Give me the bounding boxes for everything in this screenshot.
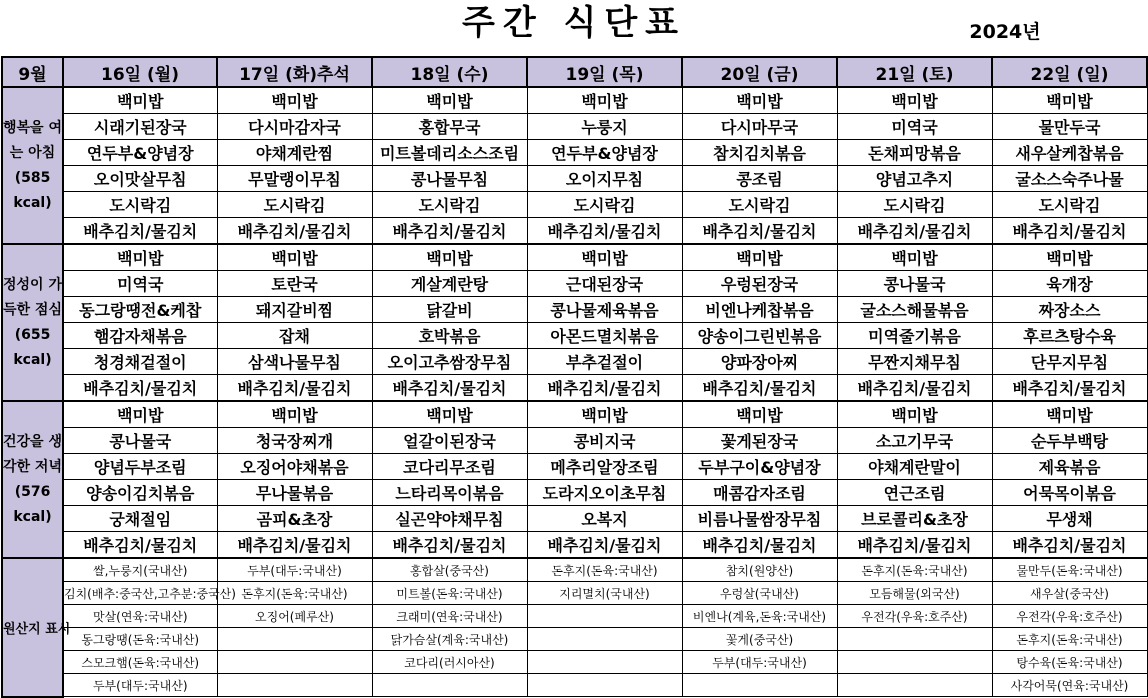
menu-item: 배추김치/물김치 [63, 532, 217, 559]
menu-item: 소고기무국 [837, 428, 992, 454]
origin-label: 원산지 표시 [2, 558, 63, 697]
menu-item: 궁채절임 [63, 506, 217, 532]
menu-item: 배추김치/물김치 [682, 532, 837, 559]
origin-item: 모듬해물(외국산) [837, 582, 992, 605]
menu-item: 게살계란탕 [372, 271, 527, 297]
origin-item: 사각어묵(연육:국내산) [992, 674, 1147, 697]
month-header: 9월 [2, 57, 63, 87]
menu-item: 순두부백탕 [992, 428, 1147, 454]
menu-item: 물만두국 [992, 114, 1147, 140]
menu-item: 백미밥 [527, 401, 682, 428]
menu-item: 코다리무조림 [372, 454, 527, 480]
menu-item: 콩비지국 [527, 428, 682, 454]
origin-item [217, 651, 372, 674]
menu-item: 브로콜리&초장 [837, 506, 992, 532]
menu-item: 배추김치/물김치 [837, 532, 992, 559]
menu-item: 두부구이&양념장 [682, 454, 837, 480]
menu-item: 삼색나물무침 [217, 349, 372, 375]
origin-item [837, 674, 992, 697]
breakfast-row [2, 87, 1147, 114]
weekly-menu-table [1, 56, 1148, 698]
menu-item: 백미밥 [837, 87, 992, 114]
origin-item: 쌀,누룽지(국내산) [63, 558, 217, 582]
menu-item: 콩나물국 [837, 271, 992, 297]
menu-item: 돼지갈비찜 [217, 297, 372, 323]
menu-item: 백미밥 [992, 87, 1147, 114]
menu-item: 오이고추쌈장무침 [372, 349, 527, 375]
menu-item: 오징어야채볶음 [217, 454, 372, 480]
menu-item: 비름나물쌈장무침 [682, 506, 837, 532]
menu-item: 백미밥 [992, 244, 1147, 271]
menu-item: 연두부&양념장 [527, 140, 682, 166]
menu-item: 배추김치/물김치 [372, 375, 527, 402]
breakfast-row [2, 192, 1147, 218]
menu-item: 배추김치/물김치 [527, 218, 682, 245]
origin-item: 닭가슴살(계육:국내산) [372, 628, 527, 651]
menu-item: 메추리알장조림 [527, 454, 682, 480]
menu-item: 배추김치/물김치 [217, 375, 372, 402]
lunch-label: 정성이 가득한 점심 (655 kcal) [2, 244, 63, 401]
lunch-row [2, 375, 1147, 402]
menu-item: 오이맛살무침 [63, 166, 217, 192]
origin-item: 김치(배추:중국산,고추분:중국산) [63, 582, 217, 605]
menu-item: 미역국 [837, 114, 992, 140]
origin-item: 미트볼(돈육:국내산) [372, 582, 527, 605]
breakfast-row [2, 140, 1147, 166]
menu-item: 백미밥 [527, 87, 682, 114]
menu-item: 얼갈이된장국 [372, 428, 527, 454]
origin-row [2, 582, 1147, 605]
origin-item: 돈후지(돈육:국내산) [217, 582, 372, 605]
menu-item: 짜장소스 [992, 297, 1147, 323]
menu-item: 양파장아찌 [682, 349, 837, 375]
menu-item: 무짠지채무침 [837, 349, 992, 375]
menu-item: 잡채 [217, 323, 372, 349]
origin-item: 돈후지(돈육:국내산) [837, 558, 992, 582]
origin-item [527, 628, 682, 651]
menu-item: 백미밥 [682, 401, 837, 428]
menu-item: 근대된장국 [527, 271, 682, 297]
menu-item: 양념고추지 [837, 166, 992, 192]
menu-item: 배추김치/물김치 [63, 375, 217, 402]
menu-item: 다시마감자국 [217, 114, 372, 140]
menu-item: 도시락김 [63, 192, 217, 218]
day-header: 19일 (목) [527, 57, 682, 87]
menu-item: 배추김치/물김치 [372, 532, 527, 559]
origin-item: 우렁살(국내산) [682, 582, 837, 605]
lunch-row [2, 244, 1147, 271]
menu-item: 시래기된장국 [63, 114, 217, 140]
menu-item: 새우살케찹볶음 [992, 140, 1147, 166]
menu-item: 콩나물국 [63, 428, 217, 454]
dinner-row [2, 428, 1147, 454]
origin-item: 우전각(우육:호주산) [992, 605, 1147, 628]
origin-item [837, 628, 992, 651]
menu-item: 백미밥 [63, 244, 217, 271]
menu-item: 백미밥 [992, 401, 1147, 428]
origin-item: 두부(대두:국내산) [682, 651, 837, 674]
menu-item: 백미밥 [372, 87, 527, 114]
menu-item: 배추김치/물김치 [682, 218, 837, 245]
menu-item: 야채계란말이 [837, 454, 992, 480]
menu-item: 꽃게된장국 [682, 428, 837, 454]
menu-item: 연두부&양념장 [63, 140, 217, 166]
page-header [0, 0, 1148, 56]
menu-item: 도시락김 [527, 192, 682, 218]
menu-item: 참치김치볶음 [682, 140, 837, 166]
origin-row [2, 628, 1147, 651]
origin-item: 비엔나(계육,돈육:국내산) [682, 605, 837, 628]
menu-item: 콩나물제육볶음 [527, 297, 682, 323]
menu-item: 단무지무침 [992, 349, 1147, 375]
origin-item [217, 674, 372, 697]
origin-item [527, 674, 682, 697]
origin-item: 두부(대두:국내산) [217, 558, 372, 582]
breakfast-row [2, 114, 1147, 140]
day-header: 22일 (일) [992, 57, 1147, 87]
menu-item: 백미밥 [217, 401, 372, 428]
menu-item: 백미밥 [372, 244, 527, 271]
menu-item: 청경채겉절이 [63, 349, 217, 375]
origin-item [217, 628, 372, 651]
menu-item: 백미밥 [63, 401, 217, 428]
lunch-row [2, 297, 1147, 323]
origin-item: 참치(원양산) [682, 558, 837, 582]
menu-item: 햄감자채볶음 [63, 323, 217, 349]
menu-item: 오복지 [527, 506, 682, 532]
menu-item: 양념두부조림 [63, 454, 217, 480]
menu-item: 누룽지 [527, 114, 682, 140]
day-header: 21일 (토) [837, 57, 992, 87]
menu-item: 백미밥 [372, 401, 527, 428]
menu-item: 동그랑땡전&케찹 [63, 297, 217, 323]
origin-item: 물만두(돈육:국내산) [992, 558, 1147, 582]
menu-item: 배추김치/물김치 [217, 218, 372, 245]
day-header: 16일 (월) [63, 57, 217, 87]
dinner-row [2, 506, 1147, 532]
origin-row [2, 651, 1147, 674]
menu-item: 백미밥 [837, 244, 992, 271]
origin-row [2, 674, 1147, 697]
menu-item: 미역국 [63, 271, 217, 297]
menu-item: 오이지무침 [527, 166, 682, 192]
origin-item: 동그랑땡(돈육:국내산) [63, 628, 217, 651]
day-header: 18일 (수) [372, 57, 527, 87]
dinner-label: 건강을 생각한 저녁 (576 kcal) [2, 401, 63, 558]
dinner-row [2, 480, 1147, 506]
menu-item: 배추김치/물김치 [682, 375, 837, 402]
lunch-row [2, 323, 1147, 349]
origin-item: 홍합살(중국산) [372, 558, 527, 582]
origin-item: 새우살(중국산) [992, 582, 1147, 605]
menu-item: 아몬드멸치볶음 [527, 323, 682, 349]
menu-item: 백미밥 [837, 401, 992, 428]
menu-item: 백미밥 [527, 244, 682, 271]
menu-item: 부추겉절이 [527, 349, 682, 375]
menu-item: 토란국 [217, 271, 372, 297]
menu-item: 백미밥 [217, 244, 372, 271]
lunch-row [2, 349, 1147, 375]
menu-item: 홍합무국 [372, 114, 527, 140]
menu-item: 호박볶음 [372, 323, 527, 349]
day-header: 17일 (화)추석 [217, 57, 372, 87]
menu-item: 배추김치/물김치 [992, 375, 1147, 402]
origin-item: 지리멸치(국내산) [527, 582, 682, 605]
menu-item: 굴소스숙주나물 [992, 166, 1147, 192]
menu-item: 우렁된장국 [682, 271, 837, 297]
menu-item: 콩나물무침 [372, 166, 527, 192]
origin-item: 탕수육(돈육:국내산) [992, 651, 1147, 674]
breakfast-row [2, 166, 1147, 192]
menu-item: 배추김치/물김치 [992, 532, 1147, 559]
origin-item [682, 674, 837, 697]
menu-item: 미역줄기볶음 [837, 323, 992, 349]
menu-item: 배추김치/물김치 [372, 218, 527, 245]
menu-item: 도시락김 [217, 192, 372, 218]
origin-item: 두부(대두:국내산) [63, 674, 217, 697]
menu-item: 백미밥 [217, 87, 372, 114]
menu-item: 백미밥 [63, 87, 217, 114]
origin-item [527, 651, 682, 674]
menu-item: 배추김치/물김치 [837, 375, 992, 402]
menu-item: 배추김치/물김치 [217, 532, 372, 559]
menu-item: 배추김치/물김치 [527, 532, 682, 559]
menu-item: 후르츠탕수육 [992, 323, 1147, 349]
origin-item: 스모크햄(돈육:국내산) [63, 651, 217, 674]
menu-item: 실곤약야채무침 [372, 506, 527, 532]
year-label: 2024년 [969, 21, 1041, 43]
menu-item: 굴소스해물볶음 [837, 297, 992, 323]
menu-item: 다시마무국 [682, 114, 837, 140]
page-title: 주간 식단표 [461, 3, 687, 43]
origin-item [527, 605, 682, 628]
menu-item: 도라지오이초무침 [527, 480, 682, 506]
lunch-row [2, 271, 1147, 297]
origin-item: 맛살(연육:국내산) [63, 605, 217, 628]
menu-item: 양송이김치볶음 [63, 480, 217, 506]
menu-item: 배추김치/물김치 [527, 375, 682, 402]
breakfast-row [2, 218, 1147, 245]
menu-item: 제육볶음 [992, 454, 1147, 480]
menu-item: 청국장찌개 [217, 428, 372, 454]
origin-item: 우전각(우육:호주산) [837, 605, 992, 628]
menu-item: 백미밥 [682, 87, 837, 114]
header-row [2, 57, 1147, 87]
menu-item: 매콤감자조림 [682, 480, 837, 506]
menu-item: 무생채 [992, 506, 1147, 532]
origin-item [837, 651, 992, 674]
menu-item: 콩조림 [682, 166, 837, 192]
menu-item: 백미밥 [682, 244, 837, 271]
origin-item: 코다리(러시아산) [372, 651, 527, 674]
origin-item: 오징어(페루산) [217, 605, 372, 628]
menu-item: 도시락김 [837, 192, 992, 218]
origin-item: 꽃게(중국산) [682, 628, 837, 651]
menu-item: 닭갈비 [372, 297, 527, 323]
menu-item: 야채계란찜 [217, 140, 372, 166]
menu-item: 연근조림 [837, 480, 992, 506]
menu-item: 느타리목이볶음 [372, 480, 527, 506]
menu-item: 어묵목이볶음 [992, 480, 1147, 506]
origin-item [372, 674, 527, 697]
origin-item: 돈후지(돈육:국내산) [527, 558, 682, 582]
menu-item: 돈채피망볶음 [837, 140, 992, 166]
menu-item: 도시락김 [992, 192, 1147, 218]
origin-item: 크래미(연육:국내산) [372, 605, 527, 628]
dinner-row [2, 454, 1147, 480]
menu-item: 배추김치/물김치 [837, 218, 992, 245]
menu-item: 양송이그린빈볶음 [682, 323, 837, 349]
menu-body [2, 87, 1147, 697]
menu-item: 미트볼데리소스조림 [372, 140, 527, 166]
menu-item: 배추김치/물김치 [992, 218, 1147, 245]
day-header: 20일 (금) [682, 57, 837, 87]
menu-item: 도시락김 [372, 192, 527, 218]
breakfast-label: 행복을 여는 아침 (585 kcal) [2, 87, 63, 244]
menu-item: 배추김치/물김치 [63, 218, 217, 245]
dinner-row [2, 401, 1147, 428]
menu-item: 육개장 [992, 271, 1147, 297]
menu-item: 곰피&초장 [217, 506, 372, 532]
menu-item: 비엔나케찹볶음 [682, 297, 837, 323]
origin-item: 돈후지(돈육:국내산) [992, 628, 1147, 651]
dinner-row [2, 532, 1147, 559]
menu-item: 도시락김 [682, 192, 837, 218]
menu-item: 무나물볶음 [217, 480, 372, 506]
origin-row [2, 605, 1147, 628]
menu-item: 무말랭이무침 [217, 166, 372, 192]
origin-row [2, 558, 1147, 582]
